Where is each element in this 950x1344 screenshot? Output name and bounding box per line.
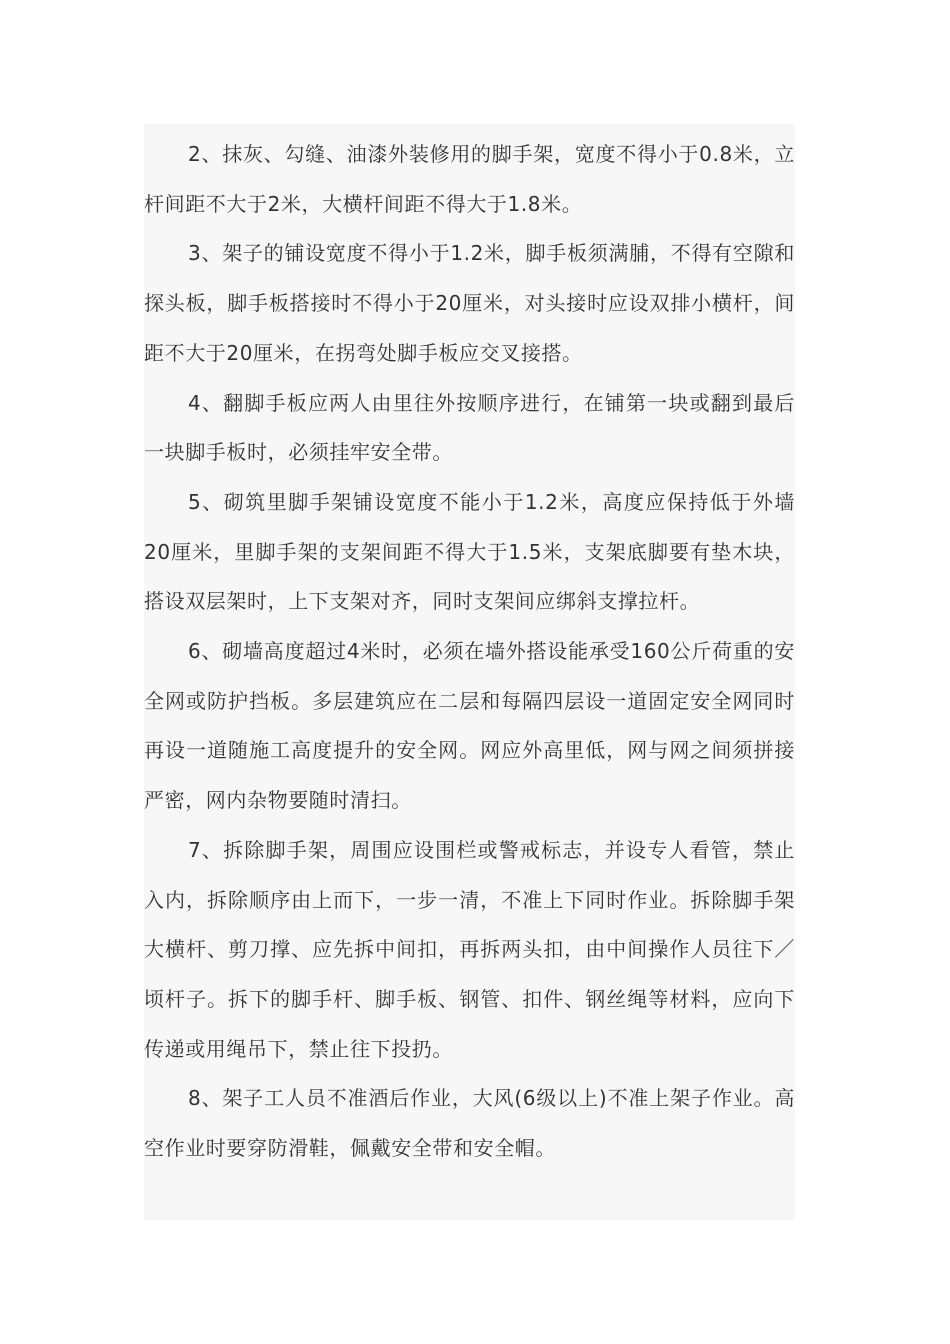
document-body xyxy=(144,124,795,1174)
paragraph-item-8: 8、架子工人员不准酒后作业，大风(6级以上)不准上架子作业。高空作业时要穿防滑鞋，佩戴安全带和安全帽。 xyxy=(144,1086,795,1161)
paragraph-item-6: 6、砌墙高度超过4米时，必须在墙外搭设能承受160公斤荷重的安全网或防护挡板。多层建筑应在二层和每隔四层设一道固定安全网同时再设一道随施工高度提升的安全网。网应外高里低，网与网之间须拼接严密，网内杂物要随时清扫。 xyxy=(144,639,795,813)
paragraph-item-5: 5、砌筑里脚手架铺设宽度不能小于1.2米，高度应保持低于外墙20厘米，里脚手架的支架间距不得大于1.5米，支架底脚要有垫木块，搭设双层架时，上下支架对齐，同时支架间应绑斜支撑拉杆。 xyxy=(144,489,795,614)
paragraph-item-7: 7、拆除脚手架，周围应设围栏或警戒标志，并设专人看管，禁止入内，拆除顺序由上而下，一步一清，不准上下同时作业。拆除脚手架大横杆、剪刀撑、应先拆中间扣，再拆两头扣，由中间操作人员往下／顷杆子。拆下的脚手杆、脚手板、钢管、扣件、钢丝绳等材料，应向下传递或用绳吊下，禁止往下投扔。 xyxy=(144,837,795,1061)
paragraph-item-4: 4、翻脚手板应两人由里往外按顺序进行，在铺第一块或翻到最后一块脚手板时，必须挂牢安全带。 xyxy=(144,390,795,465)
paragraph-item-3: 3、架子的铺设宽度不得小于1.2米，脚手板须满脯，不得有空隙和探头板，脚手板搭接时不得小于20厘米，对头接时应设双排小横杆，间距不大于20厘米，在拐弯处脚手板应交叉接搭。 xyxy=(144,241,795,365)
paragraph-item-2: 2、抹灰、勾缝、油漆外装修用的脚手架，宽度不得小于0.8米，立杆间距不大于2米，大横杆间距不得大于1.8米。 xyxy=(144,142,795,216)
document-text-block xyxy=(144,124,795,1220)
